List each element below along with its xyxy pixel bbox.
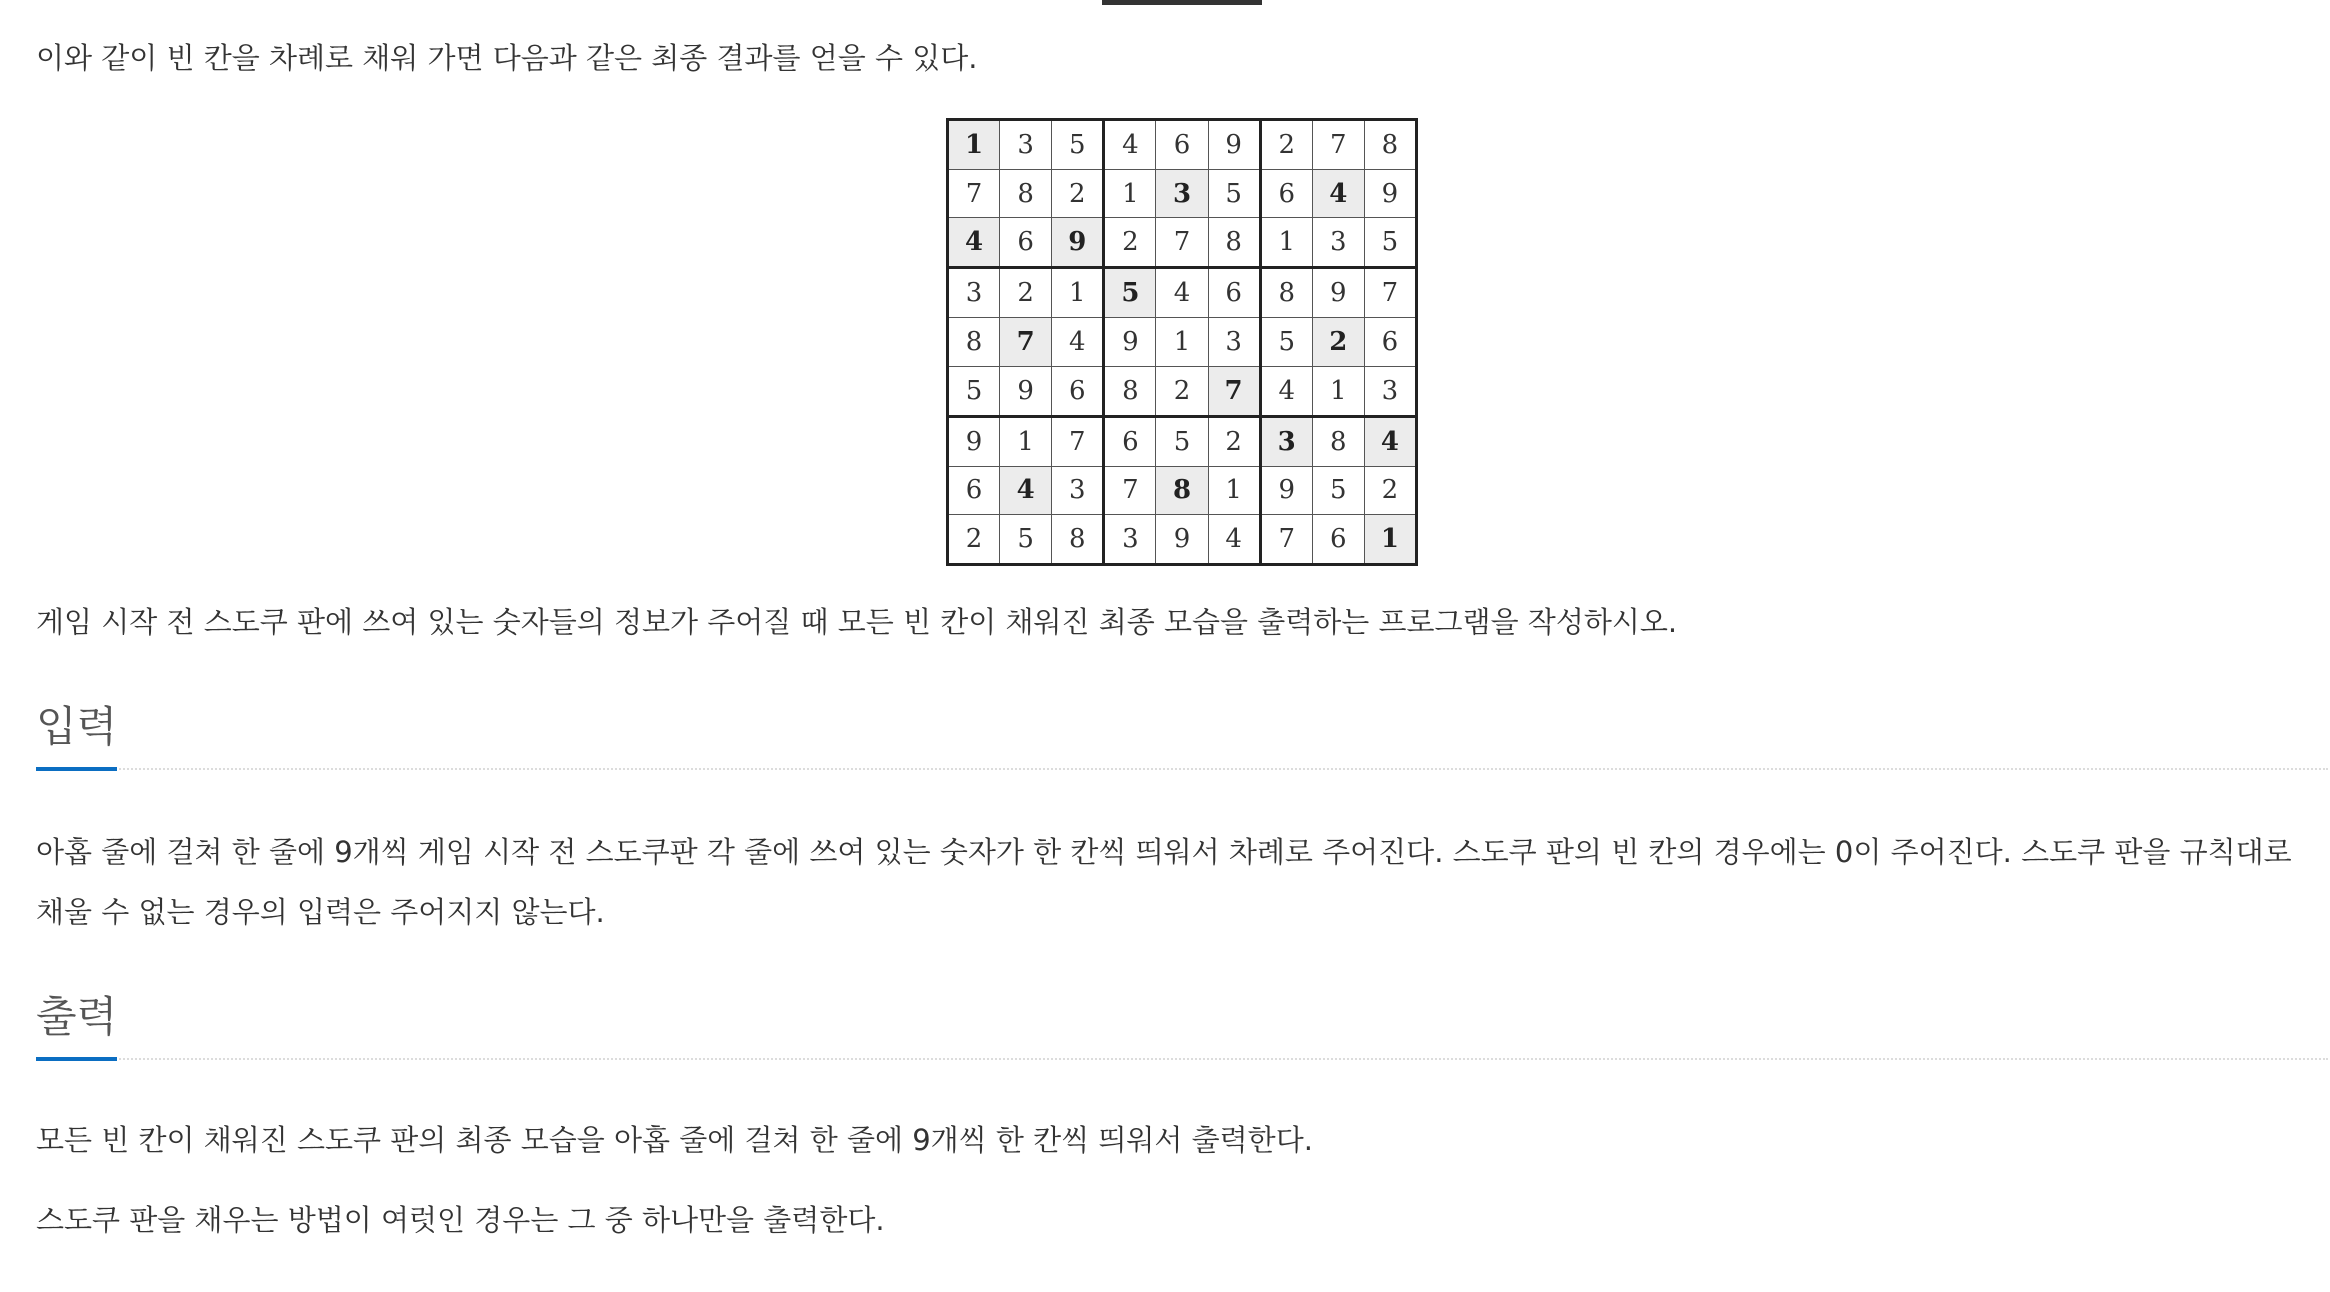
sudoku-cell: 8 bbox=[1104, 366, 1156, 416]
sudoku-cell: 9 bbox=[1156, 514, 1208, 564]
input-paragraph: 아홉 줄에 걸쳐 한 줄에 9개씩 게임 시작 전 스도쿠판 각 줄에 쓰여 있는 숫자가 한 칸씩 띄워서 차례로 주어진다. 스도쿠 판의 빈 칸의 경우에는 0이 주어진다. 스도쿠 판을 규칙대로 채울 수 없는 경우의 입력은 주어지지 않는다. bbox=[36, 835, 2292, 929]
sudoku-row bbox=[948, 218, 1417, 268]
sudoku-row bbox=[948, 268, 1417, 318]
sudoku-cell: 1 bbox=[1000, 416, 1052, 466]
sudoku-row bbox=[948, 514, 1417, 564]
sudoku-cell: 7 bbox=[1312, 120, 1364, 170]
output-section-header bbox=[36, 986, 2328, 1060]
sudoku-cell: 6 bbox=[1156, 120, 1208, 170]
sudoku-cell: 2 bbox=[1364, 466, 1416, 514]
sudoku-cell: 7 bbox=[1104, 466, 1156, 514]
sudoku-cell: 1 bbox=[1364, 514, 1416, 564]
sudoku-cell: 2 bbox=[1104, 218, 1156, 268]
sudoku-cell: 4 bbox=[1364, 416, 1416, 466]
sudoku-cell: 8 bbox=[1052, 514, 1104, 564]
sudoku-cell: 7 bbox=[1000, 318, 1052, 366]
sudoku-cell: 2 bbox=[1000, 268, 1052, 318]
sudoku-cell: 9 bbox=[1312, 268, 1364, 318]
sudoku-cell: 4 bbox=[1052, 318, 1104, 366]
sudoku-cell: 7 bbox=[1156, 218, 1208, 268]
output-paragraph-2: 스도쿠 판을 채우는 방법이 여럿인 경우는 그 중 하나만을 출력한다. bbox=[36, 1203, 885, 1237]
sudoku-grid bbox=[946, 118, 1418, 566]
sudoku-row bbox=[948, 416, 1417, 466]
sudoku-cell: 4 bbox=[948, 218, 1000, 268]
sudoku-cell: 8 bbox=[1364, 120, 1416, 170]
sudoku-cell: 1 bbox=[1260, 218, 1312, 268]
sudoku-cell: 4 bbox=[1312, 169, 1364, 217]
sudoku-row bbox=[948, 466, 1417, 514]
sudoku-cell: 9 bbox=[1364, 169, 1416, 217]
sudoku-cell: 1 bbox=[1052, 268, 1104, 318]
sudoku-cell: 9 bbox=[1260, 466, 1312, 514]
sudoku-cell: 2 bbox=[1052, 169, 1104, 217]
sudoku-cell: 7 bbox=[1052, 416, 1104, 466]
sudoku-cell: 5 bbox=[1000, 514, 1052, 564]
sudoku-row bbox=[948, 318, 1417, 366]
sudoku-cell: 5 bbox=[948, 366, 1000, 416]
output-paragraph-1: 모든 빈 칸이 채워진 스도쿠 판의 최종 모습을 아홉 줄에 걸쳐 한 줄에 9개씩 한 칸씩 띄워서 출력한다. bbox=[36, 1123, 1313, 1157]
sudoku-cell: 1 bbox=[1156, 318, 1208, 366]
sudoku-cell: 3 bbox=[1156, 169, 1208, 217]
sudoku-board bbox=[946, 118, 1418, 566]
sudoku-cell: 8 bbox=[1312, 416, 1364, 466]
sudoku-cell: 7 bbox=[1364, 268, 1416, 318]
sudoku-cell: 1 bbox=[1312, 366, 1364, 416]
sudoku-cell: 7 bbox=[948, 169, 1000, 217]
sudoku-cell: 2 bbox=[1260, 120, 1312, 170]
section-rule bbox=[1102, 0, 1262, 5]
sudoku-cell: 2 bbox=[948, 514, 1000, 564]
sudoku-cell: 4 bbox=[1000, 466, 1052, 514]
sudoku-cell: 1 bbox=[1104, 169, 1156, 217]
sudoku-cell: 5 bbox=[1104, 268, 1156, 318]
output-heading: 출력 bbox=[36, 987, 117, 1061]
sudoku-cell: 6 bbox=[948, 466, 1000, 514]
sudoku-cell: 4 bbox=[1156, 268, 1208, 318]
sudoku-cell: 5 bbox=[1052, 120, 1104, 170]
problem-page bbox=[36, 0, 2328, 1292]
sudoku-row bbox=[948, 120, 1417, 170]
sudoku-cell: 3 bbox=[1104, 514, 1156, 564]
sudoku-cell: 4 bbox=[1260, 366, 1312, 416]
sudoku-cell: 3 bbox=[1052, 466, 1104, 514]
sudoku-cell: 8 bbox=[1208, 218, 1260, 268]
sudoku-cell: 8 bbox=[1156, 466, 1208, 514]
sudoku-cell: 1 bbox=[1208, 466, 1260, 514]
sudoku-cell: 3 bbox=[1000, 120, 1052, 170]
sudoku-cell: 6 bbox=[1260, 169, 1312, 217]
sudoku-cell: 6 bbox=[1104, 416, 1156, 466]
sudoku-cell: 9 bbox=[1000, 366, 1052, 416]
sudoku-cell: 5 bbox=[1156, 416, 1208, 466]
input-section-header bbox=[36, 696, 2328, 770]
sudoku-cell: 6 bbox=[1364, 318, 1416, 366]
sudoku-cell: 9 bbox=[1208, 120, 1260, 170]
sudoku-cell: 3 bbox=[1312, 218, 1364, 268]
sudoku-cell: 8 bbox=[948, 318, 1000, 366]
sudoku-cell: 3 bbox=[948, 268, 1000, 318]
sudoku-cell: 7 bbox=[1260, 514, 1312, 564]
sudoku-cell: 5 bbox=[1260, 318, 1312, 366]
sudoku-cell: 3 bbox=[1208, 318, 1260, 366]
sudoku-row bbox=[948, 366, 1417, 416]
sudoku-cell: 1 bbox=[948, 120, 1000, 170]
sudoku-cell: 6 bbox=[1052, 366, 1104, 416]
description-paragraph: 게임 시작 전 스도쿠 판에 쓰여 있는 숫자들의 정보가 주어질 때 모든 빈 칸이 채워진 최종 모습을 출력하는 프로그램을 작성하시오. bbox=[36, 605, 1678, 639]
sudoku-cell: 3 bbox=[1364, 366, 1416, 416]
sudoku-cell: 2 bbox=[1208, 416, 1260, 466]
sudoku-cell: 5 bbox=[1364, 218, 1416, 268]
sudoku-cell: 4 bbox=[1208, 514, 1260, 564]
sudoku-cell: 6 bbox=[1312, 514, 1364, 564]
sudoku-cell: 3 bbox=[1260, 416, 1312, 466]
input-heading: 입력 bbox=[36, 697, 117, 771]
sudoku-cell: 2 bbox=[1156, 366, 1208, 416]
sudoku-cell: 2 bbox=[1312, 318, 1364, 366]
sudoku-cell: 8 bbox=[1000, 169, 1052, 217]
sudoku-cell: 9 bbox=[1052, 218, 1104, 268]
sudoku-cell: 7 bbox=[1208, 366, 1260, 416]
sudoku-cell: 5 bbox=[1312, 466, 1364, 514]
sudoku-cell: 9 bbox=[1104, 318, 1156, 366]
sudoku-cell: 8 bbox=[1260, 268, 1312, 318]
intro-paragraph: 이와 같이 빈 칸을 차례로 채워 가면 다음과 같은 최종 결과를 얻을 수 있다. bbox=[36, 41, 978, 75]
sudoku-cell: 9 bbox=[948, 416, 1000, 466]
sudoku-cell: 4 bbox=[1104, 120, 1156, 170]
sudoku-cell: 5 bbox=[1208, 169, 1260, 217]
sudoku-cell: 6 bbox=[1000, 218, 1052, 268]
sudoku-row bbox=[948, 169, 1417, 217]
sudoku-cell: 6 bbox=[1208, 268, 1260, 318]
